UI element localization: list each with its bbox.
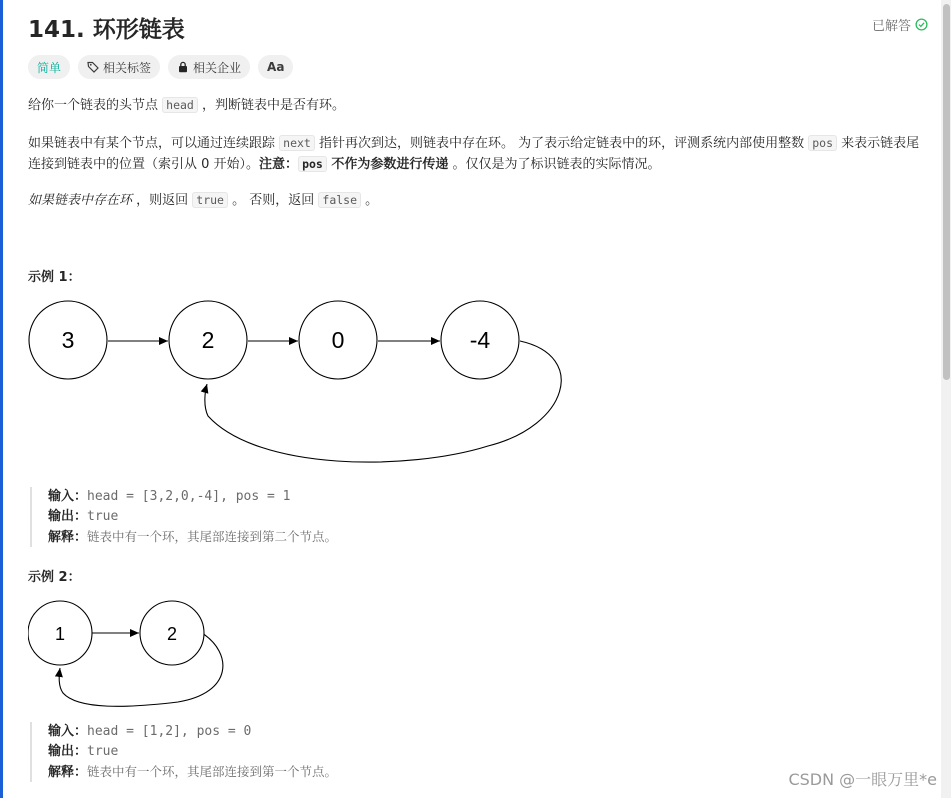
inline-code: next [279, 135, 315, 151]
input-value: head = [3,2,0,-4], pos = 1 [87, 489, 291, 504]
example-2-diagram [28, 598, 268, 713]
node-value: 2 [166, 624, 178, 644]
list-node [29, 301, 107, 379]
list-node [28, 601, 92, 665]
example-output-line [48, 742, 337, 762]
difficulty-badge[interactable] [28, 55, 70, 79]
example-1-block [30, 487, 337, 547]
related-companies-button[interactable] [168, 55, 250, 79]
node-value: 1 [54, 624, 66, 644]
tag-icon [87, 61, 99, 73]
explain-value: 链表中有一个环，其尾部连接到第二个节点。 [87, 529, 338, 544]
solved-label: 已解答 [871, 19, 911, 34]
output-value: true [87, 509, 119, 524]
inline-code: pos [298, 156, 327, 172]
tag-bar [28, 55, 293, 79]
input-label: 输入： [48, 724, 88, 739]
text-segment: 。 [361, 193, 379, 208]
note-label: 注意： [259, 157, 299, 172]
example-1-title: 示例 1： [28, 270, 81, 285]
node-value: 3 [61, 327, 75, 353]
text-segment: 来表示链表尾连接到链表中的位置（索引从 0 开始）。 [28, 136, 920, 172]
text-segment: 如果链表中有某个节点，可以通过连续跟踪 [28, 136, 280, 151]
explain-value: 链表中有一个环，其尾部连接到第一个节点。 [87, 764, 338, 779]
difficulty-label: 简单 [37, 60, 62, 75]
input-value: head = [1,2], pos = 0 [87, 724, 252, 739]
output-value: true [87, 744, 119, 759]
list-node [299, 301, 377, 379]
italic-text: 如果链表中存在环 [28, 193, 133, 208]
example-input-line [48, 722, 337, 742]
lock-icon [177, 61, 189, 73]
output-label: 输出： [48, 509, 88, 524]
watermark: CSDN @一眼万里*e [788, 770, 937, 789]
example-output-line [48, 507, 337, 527]
node-value: 2 [201, 327, 215, 353]
related-tags-label: 相关标签 [103, 60, 152, 75]
input-label: 输入： [48, 489, 88, 504]
text-segment: 。 否则，返回 [227, 193, 319, 208]
example-explain-line [48, 762, 337, 782]
text-segment: ，则返回 [132, 193, 193, 208]
text-segment: ，判断链表中是否有环。 [197, 98, 345, 113]
explain-label: 解释： [48, 530, 88, 545]
related-tags-button[interactable] [78, 55, 160, 79]
example-2-block [30, 722, 337, 782]
text-segment: 。仅仅是为了标识链表的实际情况。 [448, 157, 661, 172]
scrollbar-thumb[interactable] [943, 4, 950, 380]
font-size-icon: Aa [267, 60, 285, 74]
example-1-diagram [28, 296, 568, 476]
description-paragraph-2 [28, 133, 928, 175]
related-companies-label: 相关企业 [193, 60, 242, 75]
description-paragraph-3 [28, 190, 928, 211]
list-node [441, 301, 519, 379]
node-value: 0 [331, 327, 345, 353]
inline-code: head [162, 97, 198, 113]
node-value: -4 [469, 327, 491, 353]
font-size-button[interactable] [258, 55, 293, 79]
list-node [140, 601, 204, 665]
inline-code: true [192, 192, 228, 208]
example-2-title: 示例 2： [28, 570, 81, 585]
inline-code: pos [808, 135, 837, 151]
description-paragraph-1 [28, 95, 928, 116]
example-explain-line [48, 527, 337, 547]
list-node [169, 301, 247, 379]
left-accent-bar [0, 0, 3, 798]
explain-label: 解释： [48, 765, 88, 780]
scrollbar[interactable] [941, 0, 951, 798]
text-segment: 指针再次到达，则链表中存在环。 为了表示给定链表中的环，评测系统内部使用整数 [314, 136, 809, 151]
problem-description [28, 0, 928, 798]
output-label: 输出： [48, 744, 88, 759]
note-text: 不作为参数进行传递 [326, 157, 449, 172]
solved-status [872, 15, 928, 34]
text-segment: 给你一个链表的头节点 [28, 98, 163, 113]
problem-title: 141. 环形链表 [28, 17, 185, 43]
inline-code: false [318, 192, 361, 208]
check-circle-icon [915, 18, 928, 31]
example-input-line [48, 487, 337, 507]
